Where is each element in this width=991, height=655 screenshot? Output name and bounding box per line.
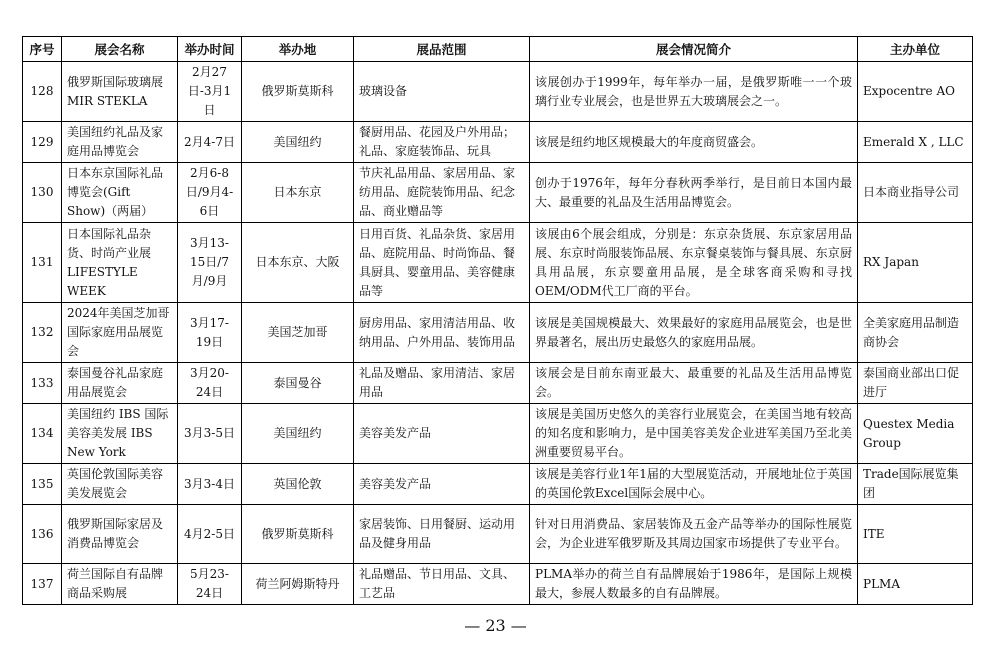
cell-organizer: 泰国商业部出口促进厅 <box>858 363 973 404</box>
cell-range: 礼品赠品、节日用品、文具、工艺品 <box>354 564 530 605</box>
cell-name: 日本东京国际礼品博览会(Gift Show)（两届） <box>62 163 178 223</box>
cell-name: 2024年美国芝加哥国际家庭用品展览会 <box>62 303 178 363</box>
header-date: 举办时间 <box>178 37 242 62</box>
cell-no: 134 <box>23 404 62 464</box>
header-intro: 展会情况简介 <box>530 37 858 62</box>
cell-intro: 该展由6个展会组成，分别是：东京杂货展、东京家居用品展、东京时尚服装饰品展、东京餐桌装饰与餐具展、东京厨具用品展，东京婴童用品展，是全球客商采购和寻找OEM/ODM代工厂商的平台。 <box>530 223 858 303</box>
cell-organizer: Trade国际展览集团 <box>858 464 973 505</box>
cell-place: 美国纽约 <box>242 122 354 163</box>
table-row <box>23 303 973 363</box>
cell-name: 俄罗斯国际玻璃展 MIR STEKLA <box>62 62 178 122</box>
cell-name: 美国纽约 IBS 国际美容美发展 IBS New York <box>62 404 178 464</box>
table-row <box>23 163 973 223</box>
cell-place: 美国芝加哥 <box>242 303 354 363</box>
cell-date: 3月13-15日/7月/9月 <box>178 223 242 303</box>
cell-no: 136 <box>23 505 62 564</box>
cell-range: 节庆礼品用品、家居用品、家纺用品、庭院装饰用品、纪念品、商业赠品等 <box>354 163 530 223</box>
cell-date: 3月20-24日 <box>178 363 242 404</box>
cell-place: 日本东京 <box>242 163 354 223</box>
cell-date: 5月23-24日 <box>178 564 242 605</box>
cell-no: 137 <box>23 564 62 605</box>
cell-range: 礼品及赠品、家用清洁、家居用品 <box>354 363 530 404</box>
cell-intro: 该展是美国规模最大、效果最好的家庭用品展览会，也是世界最著名，展出历史最悠久的家庭用品展。 <box>530 303 858 363</box>
cell-place: 俄罗斯莫斯科 <box>242 62 354 122</box>
cell-place: 荷兰阿姆斯特丹 <box>242 564 354 605</box>
cell-organizer: 全美家庭用品制造商协会 <box>858 303 973 363</box>
cell-no: 130 <box>23 163 62 223</box>
cell-organizer: PLMA <box>858 564 973 605</box>
exhibition-table <box>22 36 973 605</box>
cell-name: 俄罗斯国际家居及消费品博览会 <box>62 505 178 564</box>
cell-place: 泰国曼谷 <box>242 363 354 404</box>
cell-range: 美容美发产品 <box>354 464 530 505</box>
cell-intro: 该展是美容行业1年1届的大型展览活动，开展地址位于英国的英国伦敦Excel国际会展中心。 <box>530 464 858 505</box>
cell-date: 4月2-5日 <box>178 505 242 564</box>
table-row <box>23 404 973 464</box>
cell-name: 荷兰国际自有品牌商品采购展 <box>62 564 178 605</box>
cell-date: 2月27日-3月1日 <box>178 62 242 122</box>
cell-place: 英国伦敦 <box>242 464 354 505</box>
header-name: 展会名称 <box>62 37 178 62</box>
header-place: 举办地 <box>242 37 354 62</box>
cell-name: 英国伦敦国际美容美发展览会 <box>62 464 178 505</box>
cell-organizer: ITE <box>858 505 973 564</box>
cell-organizer: Expocentre AO <box>858 62 973 122</box>
table-header-row <box>23 37 973 62</box>
cell-intro: 创办于1976年，每年分春秋两季举行，是目前日本国内最大、最重要的礼品及生活用品博览会。 <box>530 163 858 223</box>
cell-name: 泰国曼谷礼品家庭用品展览会 <box>62 363 178 404</box>
cell-no: 135 <box>23 464 62 505</box>
cell-date: 3月17-19日 <box>178 303 242 363</box>
cell-intro: 针对日用消费品、家居装饰及五金产品等举办的国际性展览会，为企业进军俄罗斯及其周边国家市场提供了专业平台。 <box>530 505 858 564</box>
table-row <box>23 363 973 404</box>
cell-range: 家居装饰、日用餐厨、运动用品及健身用品 <box>354 505 530 564</box>
cell-intro: 该展是纽约地区规模最大的年度商贸盛会。 <box>530 122 858 163</box>
header-no: 序号 <box>23 37 62 62</box>
cell-date: 2月6-8日/9月4-6日 <box>178 163 242 223</box>
cell-organizer: RX Japan <box>858 223 973 303</box>
header-range: 展品范围 <box>354 37 530 62</box>
cell-intro: 该展是美国历史悠久的美容行业展览会，在美国当地有较高的知名度和影响力，是中国美容美发企业进军美国乃至北美洲重要贸易平台。 <box>530 404 858 464</box>
cell-place: 美国纽约 <box>242 404 354 464</box>
cell-intro: PLMA举办的荷兰自有品牌展始于1986年，是国际上规模最大，参展人数最多的自有品牌展。 <box>530 564 858 605</box>
table-row <box>23 223 973 303</box>
cell-date: 3月3-4日 <box>178 464 242 505</box>
cell-name: 日本国际礼品杂货、时尚产业展 LIFESTYLE WEEK <box>62 223 178 303</box>
cell-range: 玻璃设备 <box>354 62 530 122</box>
cell-no: 131 <box>23 223 62 303</box>
cell-organizer: Questex Media Group <box>858 404 973 464</box>
cell-range: 美容美发产品 <box>354 404 530 464</box>
page-number: — 23 — <box>464 616 527 635</box>
cell-intro: 该展创办于1999年，每年举办一届，是俄罗斯唯一一个玻璃行业专业展会，也是世界五大玻璃展会之一。 <box>530 62 858 122</box>
table-row <box>23 564 973 605</box>
table-row <box>23 464 973 505</box>
cell-place: 日本东京、大阪 <box>242 223 354 303</box>
cell-intro: 该展会是目前东南亚最大、最重要的礼品及生活用品博览会。 <box>530 363 858 404</box>
header-organizer: 主办单位 <box>858 37 973 62</box>
cell-date: 2月4-7日 <box>178 122 242 163</box>
cell-date: 3月3-5日 <box>178 404 242 464</box>
cell-range: 餐厨用品、花园及户外用品；礼品、家庭装饰品、玩具 <box>354 122 530 163</box>
table-row <box>23 122 973 163</box>
cell-organizer: Emerald X , LLC <box>858 122 973 163</box>
cell-place: 俄罗斯莫斯科 <box>242 505 354 564</box>
cell-name: 美国纽约礼品及家庭用品博览会 <box>62 122 178 163</box>
cell-range: 日用百货、礼品杂货、家居用品、庭院用品、时尚饰品、餐具厨具、婴童用品、美容健康品等 <box>354 223 530 303</box>
table-row <box>23 505 973 564</box>
cell-no: 128 <box>23 62 62 122</box>
cell-no: 133 <box>23 363 62 404</box>
cell-no: 132 <box>23 303 62 363</box>
cell-no: 129 <box>23 122 62 163</box>
cell-range: 厨房用品、家用清洁用品、收纳用品、户外用品、装饰用品 <box>354 303 530 363</box>
cell-organizer: 日本商业指导公司 <box>858 163 973 223</box>
table-row <box>23 62 973 122</box>
